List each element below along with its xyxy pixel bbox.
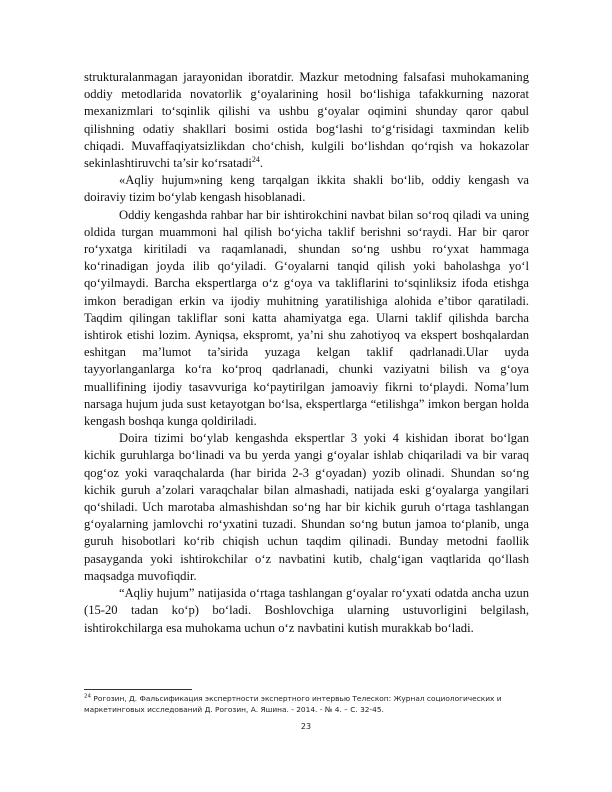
paragraph-4: Doira tizimi bo‘ylab kengashda ekspertlar 3 yoki 4 kishidan iborat bo‘lgan kichik guruhlarga bo‘linadi va bu yerda yangi g‘oyalar ishlab chiqariladi va bir varaq qog‘oz yoki varaqchalarda (har birida 2-3 g‘oyadan) yozib olinadi. Shundan so‘ng kichik guruh a’zolari varaqchalar bilan almashadi, natijada eski g‘oyalarga yangilari qo‘shiladi. Uch marotaba almashishdan so‘ng har bir kichik guruh o‘rtaga tashlangan g‘oyalarning jamlovchi ro‘yxatini tuzadi. Shundan so‘ng butun jamoa to‘planib, unga guruh hisobotlari ko‘rib chiqish uchun taqdim qilinadi. Bunday metodni faollik pasayganda yoki ishtirokchilar o‘z navbatini kutib, chalg‘igan vaqtlarida qo‘llash maqsadga muvofiqdir.: [84, 431, 529, 583]
paragraph-1-text: strukturalanmagan jarayonidan iboratdir. Mazkur metodning falsafasi muhokamaning oddiy metodlarida novatorlik g‘oyalarining hosil bo‘lishiga tafakkurning nazorat mexanizmlari to‘sqinlik qilishi va ushbu g‘oyalar oqimini shunday qaror qabul qilishning odatiy shakllari bosimi ostida bog‘lashi to‘g‘risidagi taxmindan kelib chiqadi. Muvaffaqiyatsizlikdan cho‘chish, kulgili bo‘lishdan qo‘rqish va hokazolar sekinlashtiruvchi ta’sir ko‘rsatadi: [84, 70, 529, 171]
paragraph-1-end: .: [259, 156, 264, 171]
footnote-divider: [84, 689, 192, 690]
page-number: 23: [300, 722, 312, 731]
paragraph-5: “Aqliy hujum” natijasida o‘rtaga tashlangan g‘oyalar ro‘yxati odatda ancha uzun (15-20 tadan ko‘p) bo‘ladi. Boshlovchiga ularning ustuvorligini belgilash, ishtirokchilarga esa muhokama uchun o‘z navbatini kutish murakkab bo‘ladi.: [84, 586, 529, 635]
body-text: [84, 69, 529, 637]
footnote: [84, 693, 529, 715]
footnote-text: Рогозин, Д. Фальсификация экспертности экспертного интервью Телескоп: Журнал социологических и маркетинговых исследований Д. Рогозин, А. Яшина. - 2014. - № 4. – С. 32-45.: [84, 694, 502, 715]
paragraph-2: «Aqliy hujum»ning keng tarqalgan ikkita shakli bo‘lib, oddiy kengash va doiraviy tizim bo‘ylab kengash hisoblanadi.: [84, 173, 529, 205]
footnote-reference: 24: [251, 154, 260, 164]
paragraph-3: Oddiy kengashda rahbar har bir ishtirokchini navbat bilan so‘roq qiladi va uning oldida turgan muammoni hal qilish bo‘yicha taklif berishni so‘raydi. Har bir qaror ro‘yxatga kiritiladi va raqamlanadi, shundan so‘ng ushbu ro‘yxat hammaga ko‘rinadigan joyda ilib qo‘yiladi. G‘oyalarni tanqid qilish yoki baholashga yo‘l qo‘yilmaydi. Barcha ekspertlarga o‘z g‘oya va takliflarini to‘sqinliksiz ifoda etishga imkon beradigan erkin va ijodiy muhitning yaratilishiga alohida e’tibor qaratiladi. Taqdim qilingan takliflar soni katta ahamiyatga ega. Ularni taklif qilishda barcha ishtirok etishi lozim. Ayniqsa, ekspromt, ya’ni shu zahotiyoq va ekspert boshqalardan eshitgan ma’lumot ta’sirida yuzaga kelgan taklif qadrlanadi.Ular uyda tayyorlanganlarga ko‘ra ko‘proq qadrlanadi, chunki vaziyatni bilish va g‘oya muallifining ijodiy tasavvuriga ko‘paytirilgan jamoaviy fikrni to‘playdi. Noma’lum narsaga hujum juda sust ketayotgan bo‘lsa, ekspertlarga “etilishga” imkon bergan holda kengash boshqa kunga qoldiriladi.: [84, 207, 529, 429]
footnote-number: 24: [84, 693, 91, 700]
paragraph-1: [84, 69, 529, 172]
